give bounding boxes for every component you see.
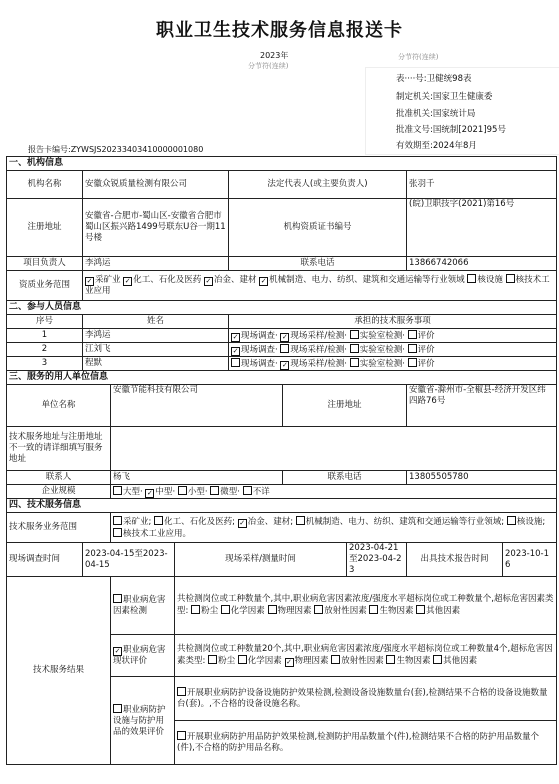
contact-phone-value: 13805505780 (407, 471, 557, 485)
service-address-value[interactable] (111, 427, 557, 471)
option-label: 现场采样/检测 (290, 358, 345, 369)
checkbox[interactable] (113, 516, 122, 525)
option-label: 采矿业 (95, 275, 121, 285)
table-row (7, 343, 557, 357)
checkbox[interactable] (467, 274, 476, 283)
result-type-1 (111, 577, 175, 635)
option-label: 粉尘 (201, 606, 219, 616)
project-lead-value: 李鸿运 (83, 257, 229, 271)
table-row (7, 329, 557, 343)
report-time-label: 出具技术报告时间 (407, 543, 503, 577)
option-label: 职业病危害现状评价 (113, 644, 166, 666)
checkbox[interactable] (243, 486, 252, 495)
result-detail-3a (175, 677, 557, 721)
contact-phone-label: 联系电话 (283, 471, 407, 485)
reg-address-label: 注册地址 (7, 199, 83, 257)
option-label: 机械制造、电力、纺织、建筑和交通运输等行业领域 (305, 516, 502, 527)
checkbox[interactable] (280, 333, 289, 342)
result-type-2 (111, 635, 175, 677)
section-break-mark: 分节符(连续) (398, 53, 439, 61)
checkbox[interactable] (113, 647, 122, 656)
checkbox[interactable] (154, 516, 163, 525)
col-header-no: 序号 (7, 315, 83, 329)
option-label: 小型 (187, 486, 205, 497)
checkbox[interactable] (231, 347, 240, 356)
cert-no-label: 机构资质证书编号 (229, 199, 407, 257)
legal-rep-value: 张羽千 (407, 171, 557, 199)
year-label: 2023年 (260, 51, 289, 60)
checkbox[interactable] (350, 330, 359, 339)
reg-address-value: 安徽省-合肥市-蜀山区-安徽省合肥市蜀山区振兴路1499号联东U谷一期11号楼 (83, 199, 229, 257)
option-label: 采矿业 (123, 516, 149, 527)
option-label: 现场采样/检测 (290, 344, 345, 355)
option-label: 评价 (417, 344, 435, 355)
option-label: 职业病防护设施与防护用品的效果评价 (113, 704, 166, 737)
option-label: 机械制造、电力、纺织、建筑和交通运输等行业领域 (269, 275, 465, 285)
size-label: 企业规模 (7, 485, 111, 499)
option-label: 生物因素 (396, 656, 431, 666)
option-label: 现场采样/检测 (290, 330, 345, 341)
checkbox[interactable] (113, 704, 122, 713)
qual-scope-label: 资质业务范围 (7, 271, 83, 301)
checkbox[interactable] (238, 519, 247, 528)
checkbox[interactable] (350, 344, 359, 353)
report-number: 报告卡编号:ZYWSJS20233403410000001080 (28, 145, 204, 154)
service-address-label: 技术服务地址与注册地址不一致的请详细填写服务地址 (7, 427, 111, 471)
service-scope-options: 采矿业; 化工、石化及医药; ✓冶金、建材; 机械制造、电力、纺织、建筑和交通运输等行业领域; 核设施; 核技术工业应用。 (111, 513, 557, 543)
info-form (6, 156, 557, 765)
report-time-value: 2023-10-16 (503, 543, 557, 577)
checkbox[interactable] (433, 655, 442, 664)
result-detail-1 (175, 577, 557, 635)
section-heading: 二、参与人员信息 (7, 301, 557, 315)
row-items: 现场调查· ✓现场采样/检测· 实验室检测· 评价 (229, 357, 557, 371)
unit-reg-label: 注册地址 (283, 385, 407, 427)
form-meta-box (366, 68, 559, 154)
checkbox[interactable] (210, 486, 219, 495)
checkbox[interactable] (285, 658, 294, 667)
checkbox[interactable] (177, 731, 186, 740)
result-text: 共检测岗位或工种数量20个,其中,职业病危害因素浓度/强度水平超标岗位或工种数量4个,超标危害因素类型: (177, 644, 553, 666)
page-title: 职业卫生技术服务信息报送卡 (156, 20, 403, 41)
approving-authority: 批准机关:国家统计局 (396, 109, 476, 119)
row-no: 3 (7, 357, 83, 371)
org-name-value: 安徽众锐质量检测有限公司 (83, 171, 229, 199)
option-label: 评价 (417, 358, 435, 369)
option-label: 微型 (220, 486, 238, 497)
option-label: 化工、石化及医药 (133, 275, 202, 285)
checkbox[interactable] (416, 605, 425, 614)
checkbox[interactable] (506, 274, 515, 283)
unit-name-value: 安徽节能科技有限公司 (111, 385, 283, 427)
phone-label: 联系电话 (229, 257, 407, 271)
checkbox[interactable] (145, 489, 154, 498)
option-label: 化工、石化及医药 (164, 516, 233, 527)
result-detail-3b (175, 721, 557, 765)
row-items: ✓ 现场调查· ✓现场采样/检测· 实验室检测· 评价 (229, 329, 557, 343)
option-label: 生物因素 (379, 606, 414, 616)
checkbox[interactable] (408, 344, 417, 353)
checkbox[interactable] (231, 358, 240, 367)
result-label: 技术服务结果 (7, 577, 111, 765)
survey-time-label: 现场调查时间 (7, 543, 83, 577)
result-type-3 (111, 677, 175, 765)
checkbox[interactable] (386, 655, 395, 664)
section-heading: 四、技术服务信息 (7, 499, 557, 513)
option-label: 大型 (123, 486, 141, 497)
option-label: 核设施 (516, 516, 543, 527)
option-label: 核技术工业应用 (85, 275, 550, 296)
checkbox[interactable] (408, 358, 417, 367)
option-label: 化学因素 (230, 606, 265, 616)
checkbox[interactable] (191, 605, 200, 614)
option-label: 不详 (252, 486, 270, 497)
checkbox[interactable] (507, 516, 516, 525)
row-name: 程默 (83, 357, 229, 371)
approval-number: 批准文号:国统制[2021]95号 (396, 125, 506, 135)
option-label: 实验室检测 (359, 358, 403, 369)
option-label: 其他因素 (443, 656, 478, 666)
checkbox[interactable] (268, 605, 277, 614)
option-label: 化学因素 (247, 656, 282, 666)
contact-label: 联系人 (7, 471, 111, 485)
qual-scope-options (83, 271, 557, 301)
cert-no-value: (皖)卫职技字(2021)第16号 (407, 199, 557, 257)
checkbox[interactable] (331, 655, 340, 664)
checkbox[interactable] (204, 277, 213, 286)
valid-until: 有效期至:2024年8月 (396, 141, 477, 151)
checkbox[interactable] (85, 277, 94, 286)
checkbox[interactable] (113, 528, 122, 537)
form-number: 表····号:卫健统98表 (396, 74, 472, 84)
result-text: 共检测岗位或工种数量个,其中,职业病危害因素浓度/强度水平超标岗位或工种数量个,超标危害因素类型: (177, 594, 554, 616)
checkbox[interactable] (177, 687, 186, 696)
service-scope-label: 技术服务业务范围 (7, 513, 111, 543)
option-label: 放射性因素 (324, 606, 367, 616)
option-label: 放射性因素 (341, 656, 384, 666)
option-label: 粉尘 (218, 656, 236, 666)
checkbox[interactable] (280, 361, 289, 370)
option-label: 现场调查 (241, 344, 276, 355)
checkbox[interactable] (113, 486, 122, 495)
checkbox[interactable] (350, 358, 359, 367)
contact-value: 杨飞 (111, 471, 283, 485)
result-detail-2 (175, 635, 557, 677)
checkbox[interactable] (208, 655, 217, 664)
checkbox[interactable] (369, 605, 378, 614)
checkbox[interactable] (113, 594, 122, 603)
checkbox[interactable] (238, 655, 247, 664)
checkbox[interactable] (221, 605, 230, 614)
checkbox[interactable] (314, 605, 323, 614)
sampling-time-value: 2023-04-21至2023-04-23 (347, 543, 407, 577)
option-label: 实验室检测 (359, 344, 403, 355)
option-label: 职业病危害因素检测 (113, 595, 166, 616)
row-name: 李鸿运 (83, 329, 229, 343)
option-label: 现场调查 (241, 358, 276, 369)
option-label: 评价 (417, 330, 435, 341)
checkbox[interactable] (296, 516, 305, 525)
option-label: 其他因素 (426, 606, 461, 616)
size-options: 大型· ✓中型· 小型· 微型· 不详 (111, 485, 557, 499)
row-name: 江刘飞 (83, 343, 229, 357)
project-lead-label: 项目负责人 (7, 257, 83, 271)
checkbox[interactable] (259, 277, 268, 286)
option-label: 冶金、建材 (213, 275, 257, 285)
section-break-mark: 分节符(连续) (248, 62, 289, 70)
sampling-time-label: 现场采样/测量时间 (175, 543, 347, 577)
org-name-label: 机构名称 (7, 171, 83, 199)
checkbox[interactable] (408, 330, 417, 339)
checkbox[interactable] (123, 277, 132, 286)
option-label: 实验室检测 (359, 330, 403, 341)
row-items: ✓ 现场调查· 现场采样/检测· 实验室检测· 评价 (229, 343, 557, 357)
option-label: 中型 (155, 486, 173, 497)
row-no: 2 (7, 343, 83, 357)
unit-reg-value: 安徽省-滁州市-全椒县-经济开发区纬四路76号 (407, 385, 557, 427)
result-text: 开展职业病防护设备设施防护效果检测,检测设备设施数量台(套),检测结果不合格的设备设施数量台(套)。,不合格的设备设施名称。 (177, 688, 548, 709)
option-label: 核技术工业应用 (123, 528, 183, 539)
legal-rep-label: 法定代表人(或主要负责人) (229, 171, 407, 199)
option-label: 物理因素 (294, 656, 329, 666)
option-label: 物理因素 (277, 606, 312, 616)
section-heading: 一、机构信息 (7, 157, 557, 171)
checkbox[interactable] (231, 333, 240, 342)
col-header-name: 姓名 (83, 315, 229, 329)
issuing-authority: 制定机关:国家卫生健康委 (396, 92, 493, 102)
checkbox[interactable] (280, 344, 289, 353)
section-heading: 三、服务的用人单位信息 (7, 371, 557, 385)
option-label: 冶金、建材 (247, 516, 291, 527)
result-text: 开展职业病防护用品防护效果检测,检测防护用品数量个(件),检测结果不合格的防护用品数量个(件),不合格的防护用品名称。 (177, 732, 540, 753)
option-label: 核设施 (477, 275, 503, 285)
survey-time-value: 2023-04-15至2023-04-15 (83, 543, 175, 577)
col-header-items: 承担的技术服务事项 (229, 315, 557, 329)
unit-name-label: 单位名称 (7, 385, 111, 427)
table-row (7, 357, 557, 371)
phone-value: 13866742066 (407, 257, 557, 271)
checkbox[interactable] (178, 486, 187, 495)
option-label: 现场调查 (241, 330, 276, 341)
row-no: 1 (7, 329, 83, 343)
